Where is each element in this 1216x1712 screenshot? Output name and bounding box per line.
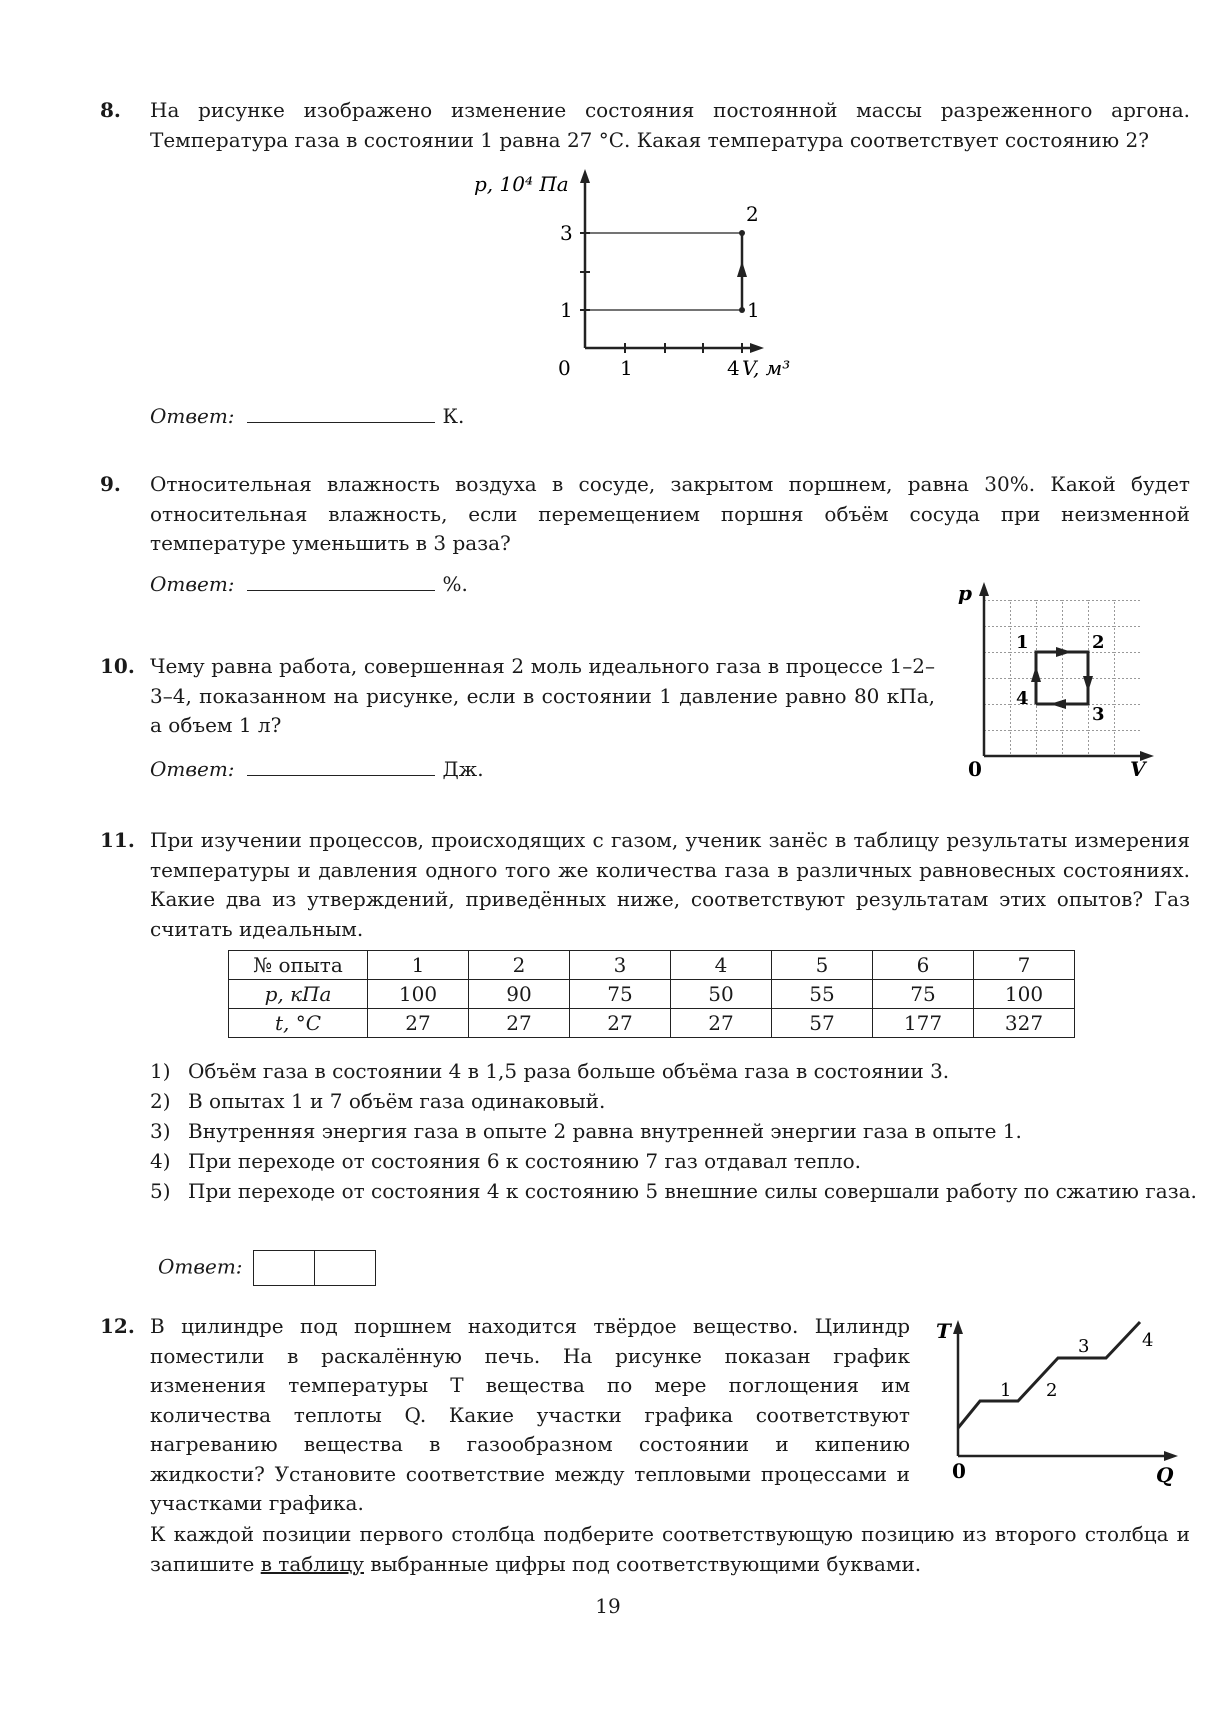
svg-text:1: 1 <box>747 298 760 322</box>
question-8-text: На рисунке изображено изменение состояния постоянной массы разреженного аргона. Температура газа в состоянии 1 равна 27 °С. Какая температура соответствует состоянию 2? <box>150 98 1190 152</box>
question-9-number: 9. <box>100 472 121 496</box>
q10-answer: Ответ: Дж. <box>150 757 484 781</box>
svg-text:V: V <box>1130 757 1146 780</box>
svg-text:1: 1 <box>1000 1380 1012 1401</box>
question-11-text: При изучении процессов, происходящих с газом, ученик занёс в таблицу результаты измерения температуры и давления одного того же количества газа в различных равновесных состояниях. Какие два из утверждений, приведённых ниже, соответствуют результатам этих опытов? Газ считать идеальным. <box>150 828 1190 941</box>
list-item: 2) В опытах 1 и 7 объём газа одинаковый. <box>150 1089 606 1113</box>
table-row: t, °С 27 27 27 27 57 177 327 <box>229 1009 1075 1038</box>
table-link[interactable]: в таблицу <box>260 1551 364 1576</box>
q9-answer: Ответ: %. <box>150 572 468 596</box>
svg-text:0: 0 <box>968 757 982 780</box>
svg-text:4: 4 <box>727 356 740 380</box>
svg-text:1: 1 <box>560 298 573 322</box>
q8-x-axis-label: V, м³ <box>742 356 791 380</box>
svg-text:2: 2 <box>746 202 759 226</box>
svg-text:2: 2 <box>1092 632 1105 653</box>
svg-text:T: T <box>936 1319 951 1343</box>
svg-text:1: 1 <box>620 356 633 380</box>
q8-answer-field[interactable] <box>247 402 435 423</box>
svg-text:2: 2 <box>1046 1380 1058 1401</box>
list-item: 4) При переходе от состояния 6 к состоянию 7 газ отдавал тепло. <box>150 1149 862 1173</box>
question-9-text: Относительная влажность воздуха в сосуде, закрытом поршнем, равна 30%. Какой будет относительная влажность, если перемещением поршня объём сосуда при неизменной температуре уменьшить в 3 раза? <box>150 472 1190 555</box>
question-8-number: 8. <box>100 98 121 122</box>
svg-text:3: 3 <box>1078 1336 1090 1357</box>
question-11-number: 11. <box>100 828 135 852</box>
svg-text:p: p <box>958 581 972 605</box>
svg-text:4: 4 <box>1142 1330 1154 1351</box>
answer-box-1[interactable] <box>253 1250 315 1286</box>
q9-answer-field[interactable] <box>247 570 435 591</box>
svg-text:0: 0 <box>558 356 571 380</box>
table-row: № опыта 1 2 3 4 5 6 7 <box>229 951 1075 980</box>
list-item: 3) Внутренняя энергия газа в опыте 2 равна внутренней энергии газа в опыте 1. <box>150 1119 1022 1143</box>
q8-answer: Ответ: К. <box>150 404 465 428</box>
question-10-text: Чему равна работа, совершенная 2 моль идеального газа в процессе 1–2–3–4, показанном на рисунке, если в состоянии 1 давление равно 80 кПа, а объем 1 л? <box>150 654 935 737</box>
svg-text:Q: Q <box>1156 1463 1174 1486</box>
table-row: p, кПа 100 90 75 50 55 75 100 <box>229 980 1075 1009</box>
svg-text:3: 3 <box>560 221 573 245</box>
question-12-text: В цилиндре под поршнем находится твёрдое вещество. Цилиндр поместили в раскалённую печь. На рисунке показан график изменения температуры T вещества по мере поглощения им количества теплоты Q. Какие участки графика соответствуют нагреванию вещества в газообразном состоянии и кипению жидкости? Установите соответствие между тепловыми процессами и участками графика. <box>150 1314 910 1515</box>
q8-pv-diagram <box>440 165 800 385</box>
question-12-number: 12. <box>100 1314 135 1338</box>
q8-y-axis-label: p, 10⁴ Па <box>474 172 569 196</box>
answer-box-2[interactable] <box>315 1250 376 1286</box>
list-item: 1) Объём газа в состоянии 4 в 1,5 раза больше объёма газа в состоянии 3. <box>150 1059 950 1083</box>
question-12-instruction: К каждой позиции первого столбца подберите соответствующую позицию из второго столбца и запишите в таблицу выбранные цифры под соответствующими буквами. <box>150 1522 1190 1576</box>
svg-text:0: 0 <box>952 1459 966 1483</box>
page-number: 19 <box>595 1594 621 1618</box>
question-10-number: 10. <box>100 654 135 678</box>
q11-data-table <box>228 950 1075 1038</box>
list-item: 5) При переходе от состояния 4 к состоянию 5 внешние силы совершали работу по сжатию газа. <box>150 1179 1197 1203</box>
q10-pv-diagram <box>950 580 1170 780</box>
svg-text:4: 4 <box>1016 688 1029 709</box>
svg-text:1: 1 <box>1016 632 1029 653</box>
q10-answer-field[interactable] <box>247 755 435 776</box>
q11-answer-boxes[interactable] <box>253 1250 376 1286</box>
q12-tq-graph <box>930 1316 1190 1486</box>
svg-text:3: 3 <box>1092 704 1105 725</box>
q11-options <box>150 1056 1200 1206</box>
q11-answer: Ответ: <box>158 1250 376 1286</box>
